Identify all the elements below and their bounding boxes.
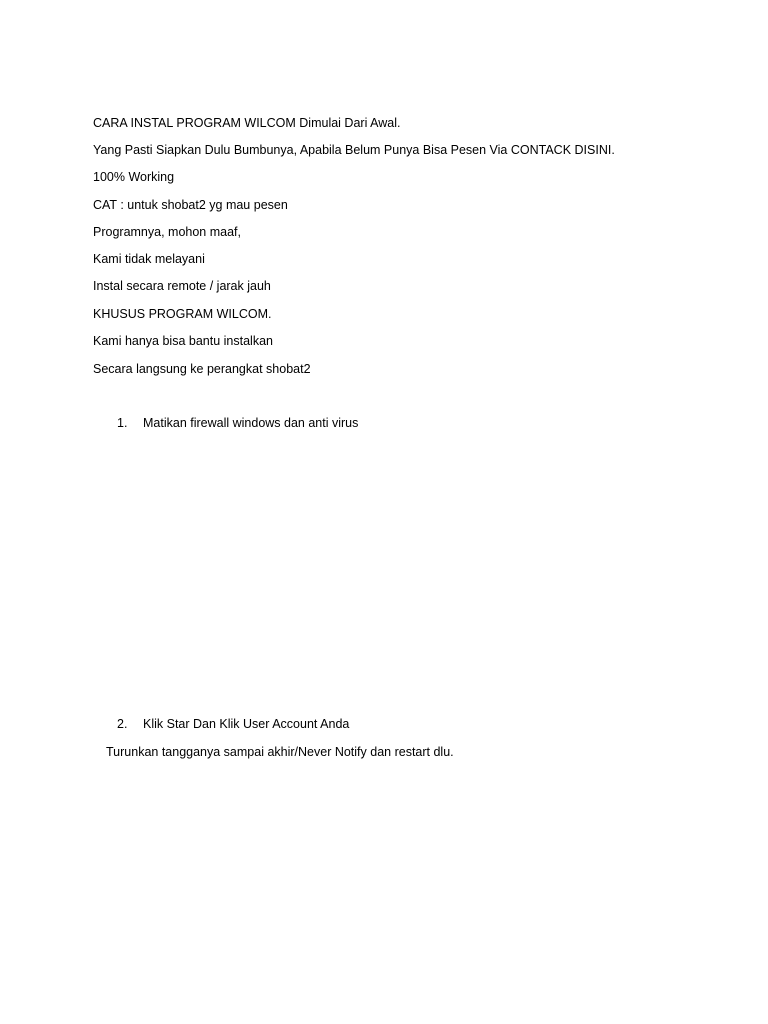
doc-intro-line: KHUSUS PROGRAM WILCOM. (93, 307, 272, 321)
doc-intro-line: Programnya, mohon maaf, (93, 225, 241, 239)
doc-intro-line: CAT : untuk shobat2 yg mau pesen (93, 198, 288, 212)
doc-intro-line: Yang Pasti Siapkan Dulu Bumbunya, Apabila Belum Punya Bisa Pesen Via CONTACK DISINI. (93, 143, 615, 157)
doc-intro-line: Secara langsung ke perangkat shobat2 (93, 362, 311, 376)
doc-intro-line: Kami hanya bisa bantu instalkan (93, 334, 273, 348)
doc-title-line: CARA INSTAL PROGRAM WILCOM Dimulai Dari Awal. (93, 116, 401, 130)
step-number: 2. (117, 717, 128, 731)
step-note: Turunkan tangganya sampai akhir/Never Notify dan restart dlu. (106, 745, 454, 759)
doc-intro-line: 100% Working (93, 170, 175, 184)
step-text: Matikan firewall windows dan anti virus (143, 416, 359, 430)
doc-intro-line: Instal secara remote / jarak jauh (93, 279, 271, 293)
step-text: Klik Star Dan Klik User Account Anda (143, 717, 350, 731)
doc-intro-line: Kami tidak melayani (93, 252, 205, 266)
step-number: 1. (117, 416, 128, 430)
